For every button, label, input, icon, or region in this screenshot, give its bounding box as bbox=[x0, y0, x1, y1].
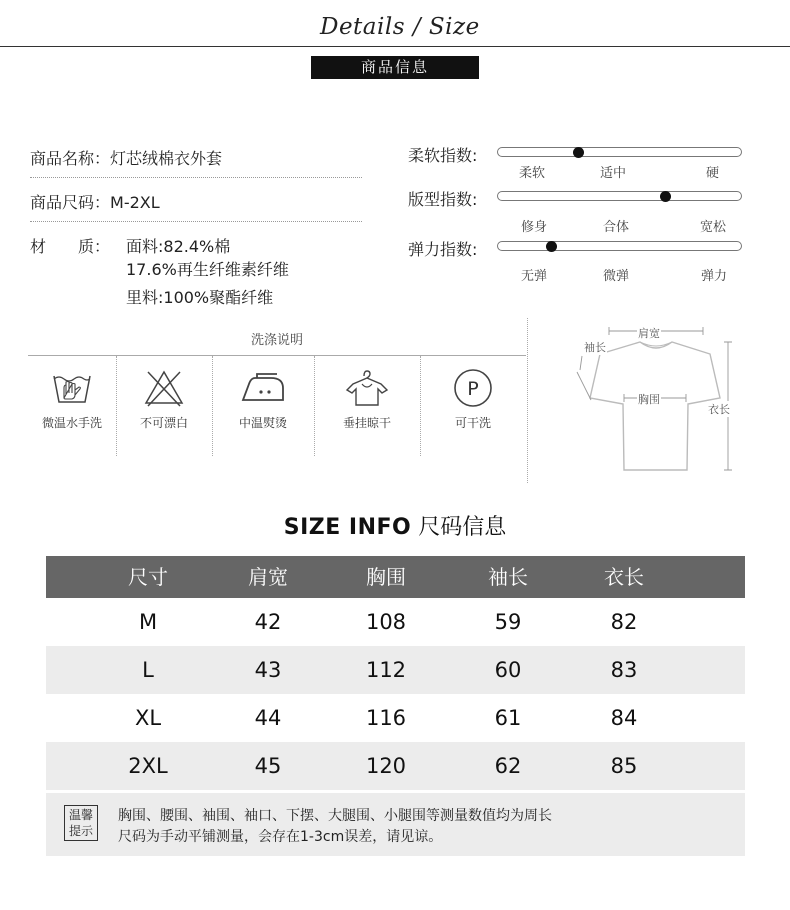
section-title-product-info: 商品信息 bbox=[311, 56, 479, 79]
fit-index-marker bbox=[660, 191, 671, 202]
material-line-3: 里料:100%聚酯纤维 bbox=[126, 288, 274, 307]
size-table-header bbox=[46, 556, 745, 598]
cell-sleeve: 59 bbox=[494, 610, 522, 634]
cell-size: L bbox=[142, 658, 154, 682]
cell-size: XL bbox=[134, 706, 162, 730]
cell-sleeve: 61 bbox=[494, 706, 522, 730]
elasticity-index-track bbox=[497, 241, 742, 251]
elasticity-index-label: 弹力指数: bbox=[408, 240, 478, 259]
material-line-1: 面料:82.4%棉 bbox=[126, 237, 231, 256]
elasticity-index-marker bbox=[546, 241, 557, 252]
material-label: 材 质： bbox=[30, 237, 111, 256]
col-header-shoulder: 肩宽 bbox=[248, 565, 288, 589]
fit-tick-high: 宽松 bbox=[700, 220, 727, 235]
table-row bbox=[46, 742, 745, 790]
product-name-value: 灯芯绒棉衣外套 bbox=[110, 149, 223, 168]
wash-item-hand-wash bbox=[28, 356, 116, 456]
product-size-value: M-2XL bbox=[110, 193, 160, 212]
cell-length: 82 bbox=[610, 610, 638, 634]
iron-medium-icon bbox=[212, 368, 314, 408]
cell-length: 83 bbox=[610, 658, 638, 682]
cell-sleeve: 60 bbox=[494, 658, 522, 682]
hang-dry-label: 垂挂晾干 bbox=[342, 416, 391, 430]
softness-tick-mid: 适中 bbox=[600, 166, 627, 181]
diagram-shoulder-label: 肩宽 bbox=[638, 327, 660, 340]
diagram-chest-label: 胸围 bbox=[638, 393, 660, 406]
svg-text:P: P bbox=[467, 378, 479, 400]
table-row bbox=[46, 598, 745, 646]
measurement-notice bbox=[46, 793, 745, 856]
wash-item-iron bbox=[212, 356, 314, 456]
softness-index-track bbox=[497, 147, 742, 157]
size-info-title bbox=[0, 510, 790, 541]
fit-index-label: 版型指数: bbox=[408, 190, 478, 209]
fit-tick-mid: 合体 bbox=[603, 220, 630, 235]
product-name-row bbox=[30, 146, 222, 169]
col-header-sleeve: 袖长 bbox=[488, 565, 528, 589]
product-size-row bbox=[30, 190, 160, 213]
product-name-label: 商品名称： bbox=[30, 149, 111, 168]
cell-sleeve: 62 bbox=[494, 754, 522, 778]
hang-dry-icon bbox=[314, 368, 420, 408]
elasticity-tick-low: 无弹 bbox=[521, 269, 548, 284]
cell-shoulder: 45 bbox=[254, 754, 282, 778]
details-size-script-title: Details / Size bbox=[314, 14, 486, 40]
elasticity-tick-mid: 微弹 bbox=[603, 269, 630, 284]
softness-tick-low: 柔软 bbox=[519, 166, 546, 181]
cell-chest: 120 bbox=[365, 754, 407, 778]
notice-badge-line1: 温馨 bbox=[68, 808, 93, 822]
diagram-sleeve-label: 袖长 bbox=[584, 341, 606, 354]
section-divider bbox=[527, 318, 528, 483]
cell-size: M bbox=[138, 610, 158, 634]
hand-wash-label: 微温水手洗 bbox=[41, 416, 102, 430]
wash-instructions-title: 洗涤说明 bbox=[250, 333, 303, 348]
size-info-title-en: SIZE INFO bbox=[283, 515, 412, 540]
divider bbox=[30, 221, 362, 222]
notice-badge-line2: 提示 bbox=[68, 824, 93, 838]
table-row bbox=[46, 646, 745, 694]
divider bbox=[30, 177, 362, 178]
cell-size: 2XL bbox=[128, 754, 168, 778]
wash-item-dry-clean bbox=[420, 356, 526, 456]
size-info-title-cn: 尺码信息 bbox=[418, 515, 507, 540]
hand-wash-icon bbox=[28, 368, 116, 408]
dry-clean-label: 可干洗 bbox=[454, 416, 491, 430]
dry-clean-icon bbox=[420, 368, 526, 408]
col-header-chest: 胸围 bbox=[366, 565, 406, 589]
fit-index-track bbox=[497, 191, 742, 201]
cell-length: 85 bbox=[610, 754, 638, 778]
cell-shoulder: 43 bbox=[254, 658, 282, 682]
no-bleach-label: 不可漂白 bbox=[139, 416, 188, 430]
fit-tick-low: 修身 bbox=[521, 220, 548, 235]
wash-item-hang-dry bbox=[314, 356, 420, 456]
no-bleach-icon bbox=[116, 368, 212, 408]
diagram-length-label: 衣长 bbox=[708, 403, 730, 416]
header-rule bbox=[0, 46, 790, 47]
table-row bbox=[46, 694, 745, 742]
cell-shoulder: 42 bbox=[254, 610, 282, 634]
notice-line-2: 尺码为手动平铺测量，会存在1-3cm误差，请见谅。 bbox=[118, 829, 443, 845]
elasticity-tick-high: 弹力 bbox=[701, 269, 728, 284]
col-header-length: 衣长 bbox=[604, 565, 644, 589]
softness-index-marker bbox=[573, 147, 584, 158]
material-line-2: 17.6%再生纤维素纤维 bbox=[126, 260, 289, 279]
softness-tick-high: 硬 bbox=[706, 166, 720, 181]
product-size-label: 商品尺码： bbox=[30, 193, 111, 212]
cell-length: 84 bbox=[610, 706, 638, 730]
cell-shoulder: 44 bbox=[254, 706, 282, 730]
wash-item-no-bleach bbox=[116, 356, 212, 456]
softness-index-label: 柔软指数: bbox=[408, 146, 478, 165]
cell-chest: 112 bbox=[365, 658, 407, 682]
cell-chest: 116 bbox=[365, 706, 407, 730]
iron-medium-label: 中温熨烫 bbox=[238, 416, 287, 430]
col-header-size: 尺寸 bbox=[128, 565, 168, 589]
notice-badge bbox=[64, 805, 98, 841]
notice-line-1: 胸围、腰围、袖围、袖口、下摆、大腿围、小腿围等测量数值均为周长 bbox=[118, 808, 552, 824]
cell-chest: 108 bbox=[365, 610, 407, 634]
